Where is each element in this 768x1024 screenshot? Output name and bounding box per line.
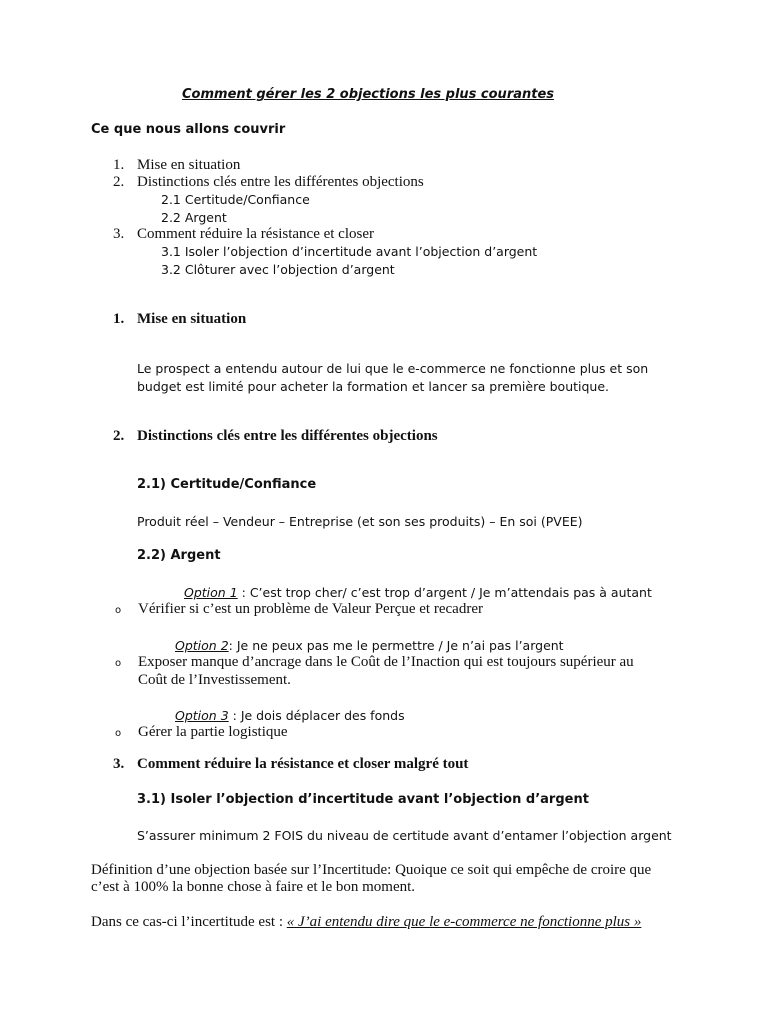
option-3 [175,708,405,723]
option-2-bullet-line-2: Coût de l’Investissement. [138,672,291,688]
section-1-paragraph-line-2: budget est limité pour acheter la formation et lancer sa première boutique. [137,379,610,394]
toc-subitem-2-2: 2.2 Argent [161,210,227,225]
section-title: Distinctions clés entre les différentes objections [137,428,438,444]
toc-subitem-3-2: 3.2 Clôturer avec l’objection d’argent [161,262,395,277]
bullet-icon: o [115,728,122,739]
section-title: Mise en situation [137,311,247,327]
section-number: 2. [113,428,125,444]
case-statement [91,914,641,931]
toc-subitem-3-1: 3.1 Isoler l’objection d’incertitude avant l’objection d’argent [161,244,538,259]
option-2-bullet-line-1: Exposer manque d’ancrage dans le Coût de l’Inaction qui est toujours supérieur au [138,654,634,670]
option-text: : Je ne peux pas me le permettre / Je n’ai pas l’argent [228,638,564,653]
section-1-paragraph-line-1: Le prospect a entendu autour de lui que le e-commerce ne fonctionne plus et son [137,361,649,376]
toc-item-1 [113,157,240,174]
subsection-3-1-heading: 3.1) Isoler l’objection d’incertitude avant l’objection d’argent [137,792,589,807]
page-title: Comment gérer les 2 objections les plus courantes [182,87,555,102]
toc-item-label: Mise en situation [137,157,241,173]
section-2-heading [113,428,438,445]
option-1-bullet: Vérifier si c’est un problème de Valeur Perçue et recadrer [138,601,483,617]
subsection-2-2-heading: 2.2) Argent [137,548,221,563]
case-quote: « J’ai entendu dire que le e-commerce ne fonctionne plus » [286,914,642,930]
option-text: : C’est trop cher/ c’est trop d’argent / Je m’attendais pas à autant [237,585,652,600]
toc-subitem-2-1: 2.1 Certitude/Confiance [161,192,310,207]
section-3-heading [113,756,468,773]
toc-item-2 [113,174,424,191]
toc-item-label: Comment réduire la résistance et closer [137,226,374,242]
section-number: 3. [113,756,125,772]
toc-item-number: 2. [113,174,125,190]
option-2 [175,638,564,653]
option-1 [184,585,652,600]
option-label: Option 3 [175,708,229,723]
toc-heading: Ce que nous allons couvrir [91,122,286,137]
subsection-3-1-text: S’assurer minimum 2 FOIS du niveau de certitude avant d’entamer l’objection argent [137,828,672,843]
subsection-2-1-heading: 2.1) Certitude/Confiance [137,477,317,492]
subsection-2-1-text: Produit réel – Vendeur – Entreprise (et son ses produits) – En soi (PVEE) [137,514,583,529]
toc-item-3 [113,226,374,243]
toc-item-label: Distinctions clés entre les différentes objections [137,174,424,190]
bullet-icon: o [115,605,122,616]
option-label: Option 1 [184,585,238,600]
bullet-icon: o [115,658,122,669]
section-title: Comment réduire la résistance et closer malgré tout [137,756,469,772]
toc-item-number: 3. [113,226,125,242]
definition-line-1: Définition d’une objection basée sur l’Incertitude: Quoique ce soit qui empêche de croire que [91,862,652,878]
option-label: Option 2 [175,638,229,653]
option-3-bullet: Gérer la partie logistique [138,724,288,740]
case-prefix: Dans ce cas-ci l’incertitude est : [91,914,287,930]
toc-item-number: 1. [113,157,125,173]
definition-line-2: c’est à 100% la bonne chose à faire et le bon moment. [91,879,416,895]
option-text: : Je dois déplacer des fonds [228,708,405,723]
section-number: 1. [113,311,125,327]
section-1-heading [113,311,246,328]
